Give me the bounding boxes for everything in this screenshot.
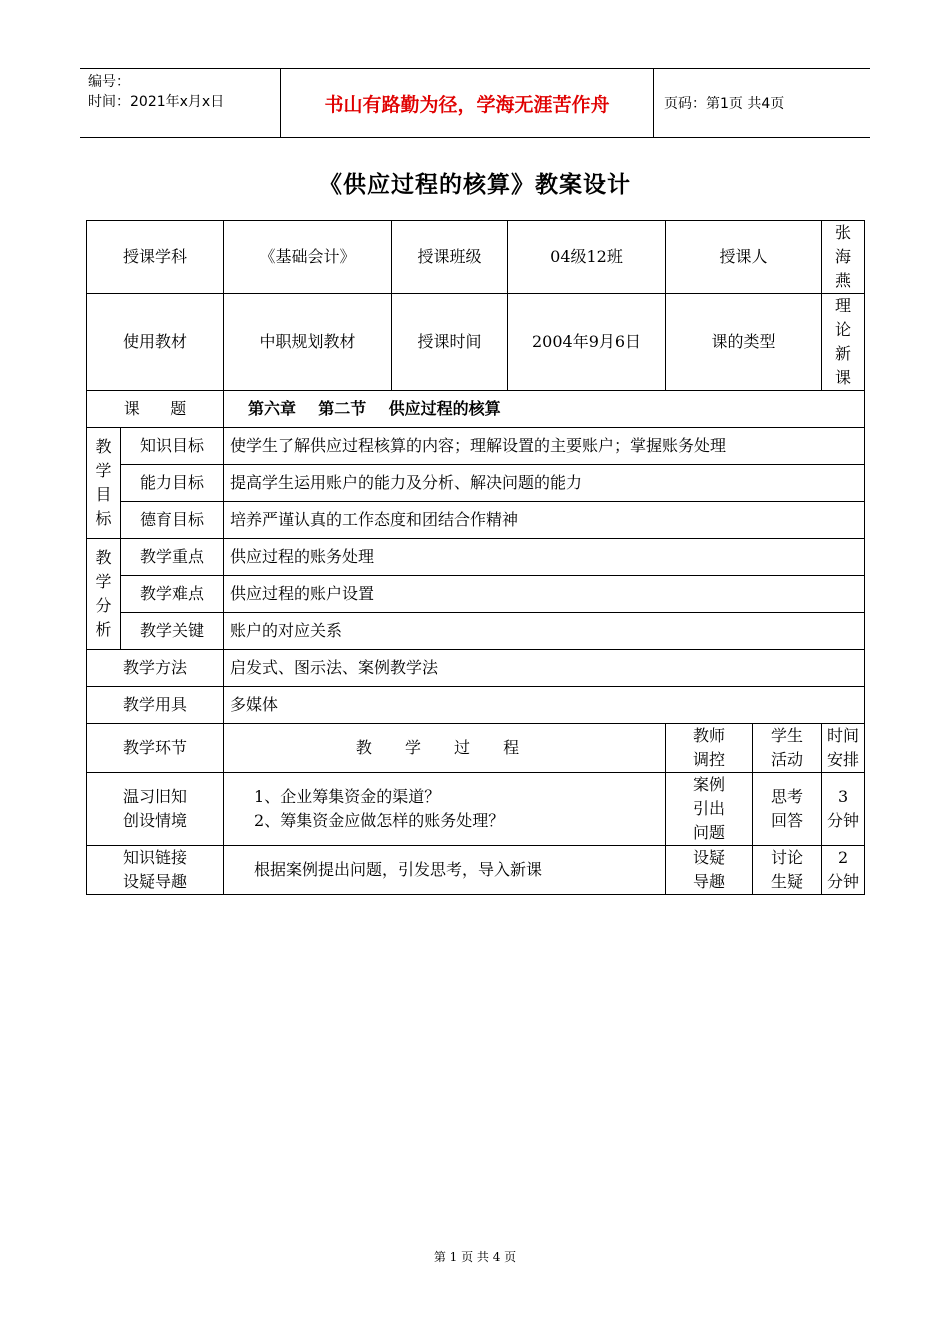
analysis-row-focus [87, 539, 865, 576]
analysis-label: 教学关键 [121, 613, 224, 650]
teacher-value: 张海燕 [822, 221, 865, 294]
analysis-group-label [87, 539, 121, 650]
time-allocation [822, 846, 865, 895]
stage-name-line: 创设情境 [123, 811, 188, 830]
time-allocation-line: 分钟 [827, 811, 860, 830]
type-label: 课的类型 [666, 294, 822, 391]
goals-group-char: 学 [95, 461, 112, 480]
goal-value: 使学生了解供应过程核算的内容；理解设置的主要账户；掌握账务处理 [224, 428, 865, 465]
analysis-label: 教学难点 [121, 576, 224, 613]
class-label: 授课班级 [392, 221, 508, 294]
stage-header: 教学环节 [87, 724, 224, 773]
time-label: 授课时间 [392, 294, 508, 391]
page-header [80, 68, 870, 138]
analysis-group-char: 分 [95, 596, 112, 615]
analysis-label: 教学重点 [121, 539, 224, 576]
teacher-control-line: 导趣 [693, 872, 726, 891]
goal-label: 能力目标 [121, 465, 224, 502]
teacher-control-line: 案例 [693, 775, 726, 794]
student-header-line: 活动 [771, 750, 804, 769]
student-header-line: 学生 [771, 726, 804, 745]
teacher-control [666, 846, 753, 895]
teacher-header-line: 教师 [693, 726, 726, 745]
tools-label: 教学用具 [87, 687, 224, 724]
analysis-group-char: 教 [95, 548, 112, 567]
goal-value: 提高学生运用账户的能力及分析、解决问题的能力 [224, 465, 865, 502]
analysis-row-key [87, 613, 865, 650]
class-value: 04级12班 [508, 221, 666, 294]
goals-group-char: 目 [95, 485, 112, 504]
analysis-value: 账户的对应关系 [224, 613, 865, 650]
teacher-header-line: 调控 [693, 750, 726, 769]
header-motto: 书山有路勤为径，学海无涯苦作舟 [281, 69, 654, 137]
time-allocation [822, 773, 865, 846]
student-activity [753, 773, 822, 846]
teacher-control-line: 引出 [693, 799, 726, 818]
analysis-row-difficulty [87, 576, 865, 613]
student-activity-line: 思考 [771, 787, 804, 806]
teacher-control-line: 问题 [693, 823, 726, 842]
type-value: 理论新课 [822, 294, 865, 391]
teacher-header [666, 724, 753, 773]
time-value: 2004年9月6日 [508, 294, 666, 391]
method-row [87, 650, 865, 687]
page-footer: 第 1 页 共 4 页 [433, 1250, 517, 1264]
time-header-line: 安排 [827, 750, 860, 769]
process-item: 2、筹集资金应做怎样的账务处理？ [254, 811, 505, 830]
goal-label: 知识目标 [121, 428, 224, 465]
method-label: 教学方法 [87, 650, 224, 687]
analysis-value: 供应过程的账务处理 [224, 539, 865, 576]
analysis-group-char: 学 [95, 572, 112, 591]
topic-row [87, 391, 865, 428]
teacher-control [666, 773, 753, 846]
info-row-1 [87, 221, 865, 294]
stage-process [224, 773, 666, 846]
goal-label: 德育目标 [121, 502, 224, 539]
tools-value: 多媒体 [224, 687, 865, 724]
topic-value: 第六章 第二节 供应过程的核算 [224, 391, 865, 428]
textbook-value: 中职规划教材 [224, 294, 392, 391]
process-header-row [87, 724, 865, 773]
time-header [822, 724, 865, 773]
info-row-2 [87, 294, 865, 391]
process-header: 教 学 过 程 [224, 724, 666, 773]
subject-value: 《基础会计》 [224, 221, 392, 294]
analysis-group-char: 析 [95, 620, 112, 639]
stage-name-line: 知识链接 [123, 848, 188, 867]
lesson-plan-table [86, 220, 865, 895]
stage-row [87, 846, 865, 895]
student-activity-line: 回答 [771, 811, 804, 830]
stage-process [224, 846, 666, 895]
goal-value: 培养严谨认真的工作态度和团结合作精神 [224, 502, 865, 539]
time-allocation-line: 3 [837, 787, 849, 806]
subject-label: 授课学科 [87, 221, 224, 294]
process-item: 根据案例提出问题，引发思考，导入新课 [254, 860, 543, 879]
stage-row [87, 773, 865, 846]
stage-name-line: 设疑导趣 [123, 872, 188, 891]
process-item: 1、企业筹集资金的渠道？ [254, 787, 441, 806]
stage-name-line: 温习旧知 [123, 787, 188, 806]
textbook-label: 使用教材 [87, 294, 224, 391]
student-activity [753, 846, 822, 895]
time-allocation-line: 2 [837, 848, 849, 867]
stage-name [87, 773, 224, 846]
goal-row-moral [87, 502, 865, 539]
time-header-line: 时间 [827, 726, 860, 745]
time-allocation-line: 分钟 [827, 872, 860, 891]
doc-number-label: 编号： [88, 74, 130, 90]
stage-name [87, 846, 224, 895]
goals-group-label [87, 428, 121, 539]
header-meta [80, 69, 281, 137]
doc-time-label: 时间：2021年x月x日 [88, 94, 225, 110]
header-page-info: 页码：第1页 共4页 [664, 96, 785, 112]
goals-group-char: 标 [95, 509, 112, 528]
analysis-value: 供应过程的账户设置 [224, 576, 865, 613]
topic-label: 课 题 [87, 391, 224, 428]
teacher-control-line: 设疑 [693, 848, 726, 867]
goal-row-knowledge [87, 428, 865, 465]
tools-row [87, 687, 865, 724]
student-activity-line: 讨论 [771, 848, 804, 867]
method-value: 启发式、图示法、案例教学法 [224, 650, 865, 687]
goal-row-ability [87, 465, 865, 502]
document-title: 《供应过程的核算》教案设计 [319, 172, 631, 198]
student-header [753, 724, 822, 773]
student-activity-line: 生疑 [771, 872, 804, 891]
teacher-label: 授课人 [666, 221, 822, 294]
goals-group-char: 教 [95, 437, 112, 456]
